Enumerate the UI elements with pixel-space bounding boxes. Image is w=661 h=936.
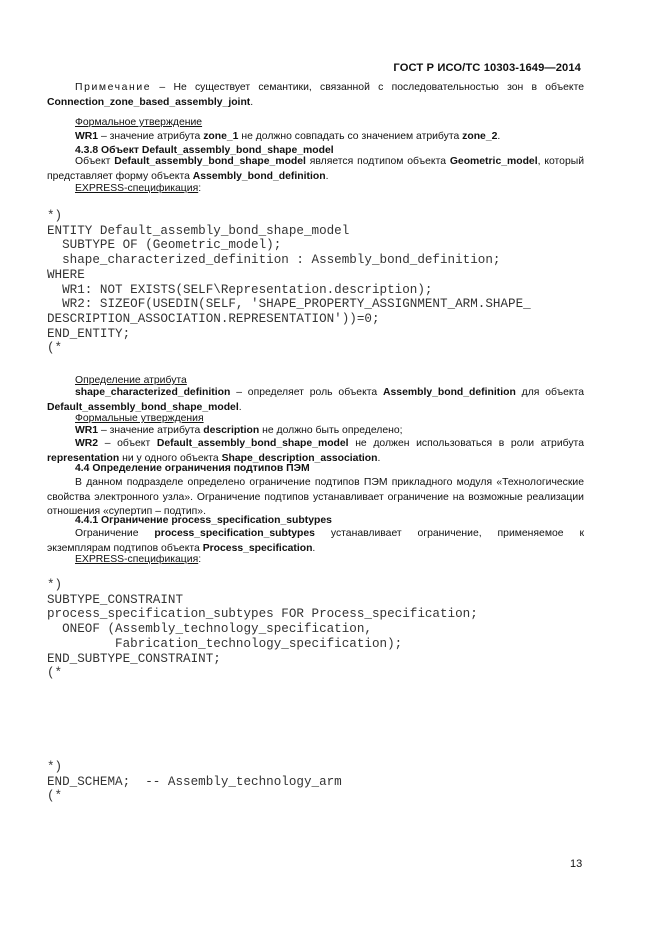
- code-line: ENTITY Default_assembly_bond_shape_model: [47, 223, 350, 238]
- note-label: Примечание: [75, 82, 152, 93]
- document-header: ГОСТ Р ИСО/ТС 10303-1649—2014: [393, 62, 581, 74]
- section-4-3-8-paragraph: Объект Default_assembly_bond_shape_model является подтипом объекта Geometric_model, который представляет форму объекта Assembly_bond_definition.: [47, 156, 585, 182]
- express-code-block-entity: [47, 209, 531, 356]
- code-line: *): [47, 760, 63, 774]
- code-line: (*: [47, 341, 63, 356]
- attribute-definition-paragraph: shape_characterized_definition – определяет роль объекта Assembly_bond_definition для объекта Default_assembly_bond_shape_model.: [47, 387, 584, 413]
- code-line: Fabrication_technology_specification);: [47, 636, 403, 651]
- code-line: shape_characterized_definition : Assembly_bond_definition;: [47, 253, 501, 268]
- note-paragraph: Примечание – Не существует семантики, связанной с последовательностью зон в объекте Connection_zone_based_assembly_joint.: [47, 82, 584, 108]
- section-heading-4-3-8: 4.3.8 Объект Default_assembly_bond_shape_model: [75, 145, 334, 156]
- code-line: SUBTYPE OF (Geometric_model);: [47, 238, 282, 253]
- code-line: WR2: SIZEOF(USEDIN(SELF, 'SHAPE_PROPERTY_ASSIGNMENT_ARM.SHAPE_: [47, 297, 531, 312]
- express-code-block-end-schema: [47, 760, 342, 804]
- code-line: *): [47, 209, 63, 223]
- express-spec-label: EXPRESS-спецификация:: [75, 554, 202, 565]
- code-line: process_specification_subtypes FOR Process_specification;: [47, 607, 478, 622]
- formal-statements-heading: Формальные утверждения: [75, 413, 204, 424]
- wr1-statement: WR1 – значение атрибута zone_1 не должно совпадать со значением атрибута zone_2.: [75, 131, 501, 142]
- code-line: WHERE: [47, 267, 85, 282]
- section-heading-4-4-1: 4.4.1 Ограничение process_specification_subtypes: [75, 515, 332, 526]
- express-spec-label: EXPRESS-спецификация:: [75, 183, 202, 194]
- section-heading-4-4: 4.4 Определение ограничения подтипов ПЭМ: [75, 463, 310, 474]
- express-code-block-subtype-constraint: [47, 578, 478, 681]
- code-line: DESCRIPTION_ASSOCIATION.REPRESENTATION'))=0;: [47, 311, 380, 326]
- code-line: END_SUBTYPE_CONSTRAINT;: [47, 651, 221, 666]
- code-line: END_SCHEMA; -- Assembly_technology_arm: [47, 774, 342, 789]
- attribute-definition-heading: Определение атрибута: [75, 375, 187, 386]
- code-line: (*: [47, 789, 63, 804]
- entity-name: Connection_zone_based_assembly_joint: [47, 96, 251, 108]
- code-line: *): [47, 578, 63, 592]
- code-line: SUBTYPE_CONSTRAINT: [47, 592, 184, 607]
- code-line: (*: [47, 666, 63, 681]
- page-number: 13: [570, 858, 583, 870]
- wr2-statement: WR2 – объект Default_assembly_bond_shape_model не должен использоваться в роли атрибута representation ни у одного объекта Shape_description_association.: [47, 438, 584, 464]
- section-4-4-paragraph: В данном подразделе определено ограничение подтипов ПЭМ прикладного модуля «Технологические свойства электронного узла». Ограничение подтипов устанавливает ограничение на возможные реализации отношения «супертип – подтип».: [47, 477, 584, 517]
- code-line: END_ENTITY;: [47, 326, 131, 341]
- code-line: ONEOF (Assembly_technology_specification,: [47, 622, 372, 637]
- section-4-4-1-paragraph: Ограничение process_specification_subtypes устанавливает ограничение, применяемое к экземплярам подтипов объекта Process_specification.: [47, 528, 585, 554]
- wr1-statement: WR1 – значение атрибута description не должно быть определено;: [75, 425, 403, 436]
- code-line: WR1: NOT EXISTS(SELF\Representation.description);: [47, 282, 433, 297]
- formal-statement-heading: Формальное утверждение: [75, 117, 203, 128]
